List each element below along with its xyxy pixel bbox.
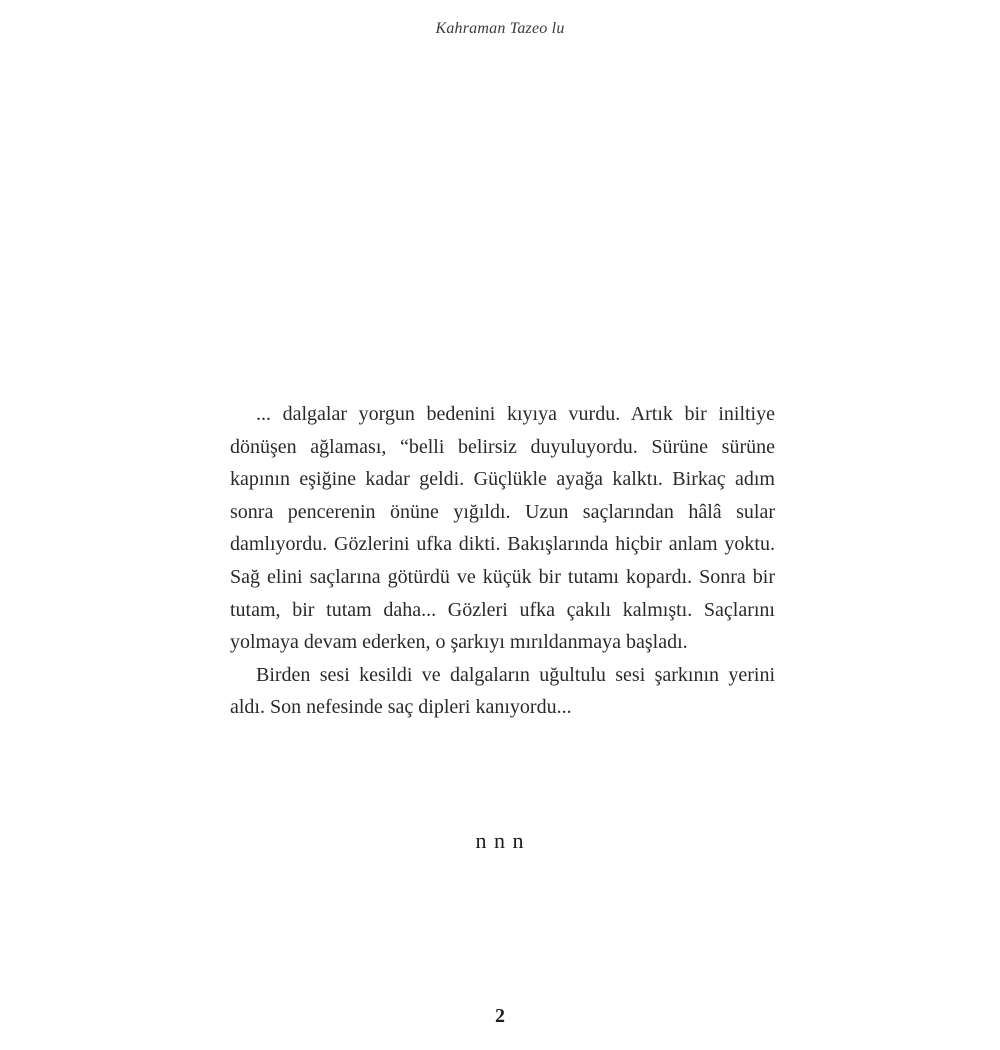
page-number: 2 [495,1005,505,1027]
paragraph-2: Birden sesi kesildi ve dalgaların uğultulu sesi şarkının yerini aldı. Son nefesinde saç dipleri kanıyordu... [230,663,775,719]
running-header: Kahraman Tazeo lu [435,20,565,37]
paragraph-1: ... dalgalar yorgun bedenini kıyıya vurdu. Artık bir iniltiye dönüşen ağlaması, “belli belirsiz duyuluyordu. Sürüne sürüne kapının eşiğine kadar geldi. Güçlükle ayağa kalktı. Birkaç adım sonra pencerenin önüne yığıldı. Uzun saçlarından hâlâ sular damlıyordu. Gözlerini ufka dikti. Bakışlarında hiçbir anlam yoktu. Sağ elini saçlarına götürdü ve küçük bir tutamı kopardı. Sonra bir tutam, bir tutam daha... Gözleri ufka çakılı kalmıştı. Saçlarını yolmaya devam ederken, o şarkıyı mırıldanmaya başladı. [230,403,775,654]
section-break: n n n [475,828,525,853]
body-text [230,398,775,724]
